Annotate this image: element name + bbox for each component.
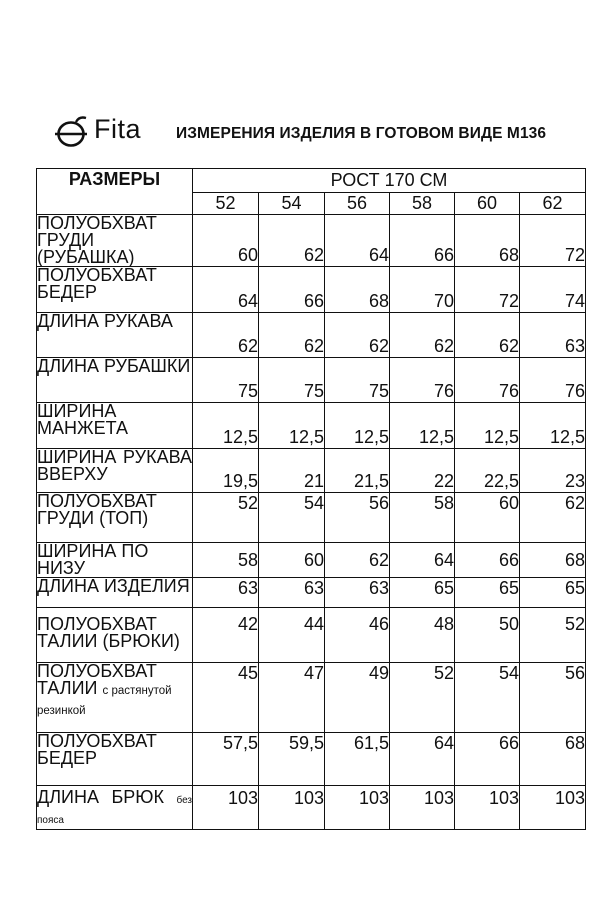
table-cell: 61,5 [325, 733, 390, 786]
table-cell: 12,5 [520, 403, 586, 449]
table-cell: 62 [193, 313, 259, 358]
row-label-note: без пояса [37, 795, 192, 826]
table-cell: 46 [325, 608, 390, 663]
size-number: 52 [193, 193, 259, 215]
table-cell: 45 [193, 663, 259, 733]
row-label: ДЛИНА РУКАВА [37, 313, 193, 358]
table-cell: 52 [193, 493, 259, 543]
table-cell: 59,5 [259, 733, 325, 786]
table-cell: 63 [520, 313, 586, 358]
table-cell: 76 [520, 358, 586, 403]
table-cell: 63 [259, 578, 325, 608]
table-cell: 12,5 [390, 403, 455, 449]
size-number: 54 [259, 193, 325, 215]
table-cell: 64 [390, 543, 455, 578]
table-row [37, 358, 586, 403]
row-label: ПОЛУОБХВАТ ГРУДИ (ТОП) [37, 493, 193, 543]
brand-logo-icon [54, 116, 88, 150]
table-cell: 57,5 [193, 733, 259, 786]
table-cell: 66 [259, 267, 325, 313]
document-header [0, 112, 600, 152]
table-row [37, 215, 586, 267]
row-label-main: ДЛИНА БРЮК [37, 787, 164, 807]
table-cell: 54 [259, 493, 325, 543]
table-row [37, 493, 586, 543]
table-cell: 62 [520, 493, 586, 543]
brand-name: Fita [94, 114, 142, 144]
table-cell: 62 [259, 215, 325, 267]
row-label: ШИРИНА РУКАВА ВВЕРХУ [37, 449, 193, 493]
table-cell: 52 [390, 663, 455, 733]
table-cell: 56 [520, 663, 586, 733]
document-title: ИЗМЕРЕНИЯ ИЗДЕЛИЯ В ГОТОВОМ ВИДЕ М136 [176, 125, 547, 142]
table-cell: 66 [390, 215, 455, 267]
table-cell: 54 [455, 663, 520, 733]
table-cell: 66 [455, 733, 520, 786]
table-cell: 44 [259, 608, 325, 663]
height-header: РОСТ 170 СМ [193, 169, 586, 193]
table-row [37, 449, 586, 493]
row-label-note: с растянутой резинкой [37, 685, 172, 717]
table-cell: 12,5 [193, 403, 259, 449]
table-cell: 64 [390, 733, 455, 786]
table-cell: 70 [390, 267, 455, 313]
table-cell: 62 [455, 313, 520, 358]
size-number: 56 [325, 193, 390, 215]
table-cell: 12,5 [259, 403, 325, 449]
table-cell: 76 [455, 358, 520, 403]
table-cell: 75 [193, 358, 259, 403]
table-cell: 12,5 [455, 403, 520, 449]
table-row [37, 403, 586, 449]
table-cell: 21,5 [325, 449, 390, 493]
table-header-row [37, 169, 586, 193]
table-cell: 65 [455, 578, 520, 608]
table-cell: 58 [390, 493, 455, 543]
table-cell: 60 [259, 543, 325, 578]
table-cell: 19,5 [193, 449, 259, 493]
row-label [37, 786, 193, 830]
row-label: ДЛИНА РУБАШКИ [37, 358, 193, 403]
table-row [37, 786, 586, 830]
table-cell: 75 [325, 358, 390, 403]
table-cell: 50 [455, 608, 520, 663]
table-cell: 74 [520, 267, 586, 313]
table-row [37, 578, 586, 608]
table-cell: 64 [193, 267, 259, 313]
table-row [37, 543, 586, 578]
table-cell: 76 [390, 358, 455, 403]
table-cell: 23 [520, 449, 586, 493]
table-cell: 22,5 [455, 449, 520, 493]
row-label: ШИРИНА МАНЖЕТА [37, 403, 193, 449]
table-row [37, 733, 586, 786]
table-cell: 62 [325, 543, 390, 578]
row-label-main: ПОЛУОБХВАТ ТАЛИИ [37, 661, 157, 698]
row-label: ПОЛУОБХВАТ ТАЛИИ (БРЮКИ) [37, 608, 193, 663]
table-cell: 49 [325, 663, 390, 733]
table-cell: 68 [325, 267, 390, 313]
table-cell: 103 [193, 786, 259, 830]
table-cell: 68 [520, 543, 586, 578]
table-cell: 21 [259, 449, 325, 493]
table-row [37, 608, 586, 663]
row-label [37, 663, 193, 733]
table-cell: 103 [259, 786, 325, 830]
table-cell: 64 [325, 215, 390, 267]
size-number: 60 [455, 193, 520, 215]
table-cell: 48 [390, 608, 455, 663]
table-cell: 47 [259, 663, 325, 733]
table-cell: 12,5 [325, 403, 390, 449]
table-row [37, 313, 586, 358]
row-label: ПОЛУОБХВАТ БЕДЕР [37, 733, 193, 786]
table-cell: 52 [520, 608, 586, 663]
size-number: 58 [390, 193, 455, 215]
table-cell: 68 [455, 215, 520, 267]
table-row [37, 267, 586, 313]
table-cell: 60 [193, 215, 259, 267]
sizes-column-title: РАЗМЕРЫ [37, 169, 193, 215]
table-cell: 66 [455, 543, 520, 578]
table-cell: 103 [520, 786, 586, 830]
table-cell: 103 [390, 786, 455, 830]
table-cell: 62 [325, 313, 390, 358]
table-cell: 65 [390, 578, 455, 608]
table-cell: 75 [259, 358, 325, 403]
table-cell: 103 [325, 786, 390, 830]
table-cell: 103 [455, 786, 520, 830]
table-cell: 42 [193, 608, 259, 663]
size-number: 62 [520, 193, 586, 215]
table-cell: 68 [520, 733, 586, 786]
table-cell: 63 [325, 578, 390, 608]
row-label: ШИРИНА ПО НИЗУ [37, 543, 193, 578]
table-cell: 72 [455, 267, 520, 313]
table-cell: 62 [259, 313, 325, 358]
table-cell: 63 [193, 578, 259, 608]
row-label: ДЛИНА ИЗДЕЛИЯ [37, 578, 193, 608]
size-chart-table [36, 168, 586, 830]
table-cell: 22 [390, 449, 455, 493]
table-cell: 58 [193, 543, 259, 578]
table-cell: 56 [325, 493, 390, 543]
table-row [37, 663, 586, 733]
table-cell: 72 [520, 215, 586, 267]
table-cell: 65 [520, 578, 586, 608]
table-cell: 60 [455, 493, 520, 543]
row-label: ПОЛУОБХВАТ ГРУДИ (РУБАШКА) [37, 215, 193, 267]
row-label: ПОЛУОБХВАТ БЕДЕР [37, 267, 193, 313]
table-cell: 62 [390, 313, 455, 358]
